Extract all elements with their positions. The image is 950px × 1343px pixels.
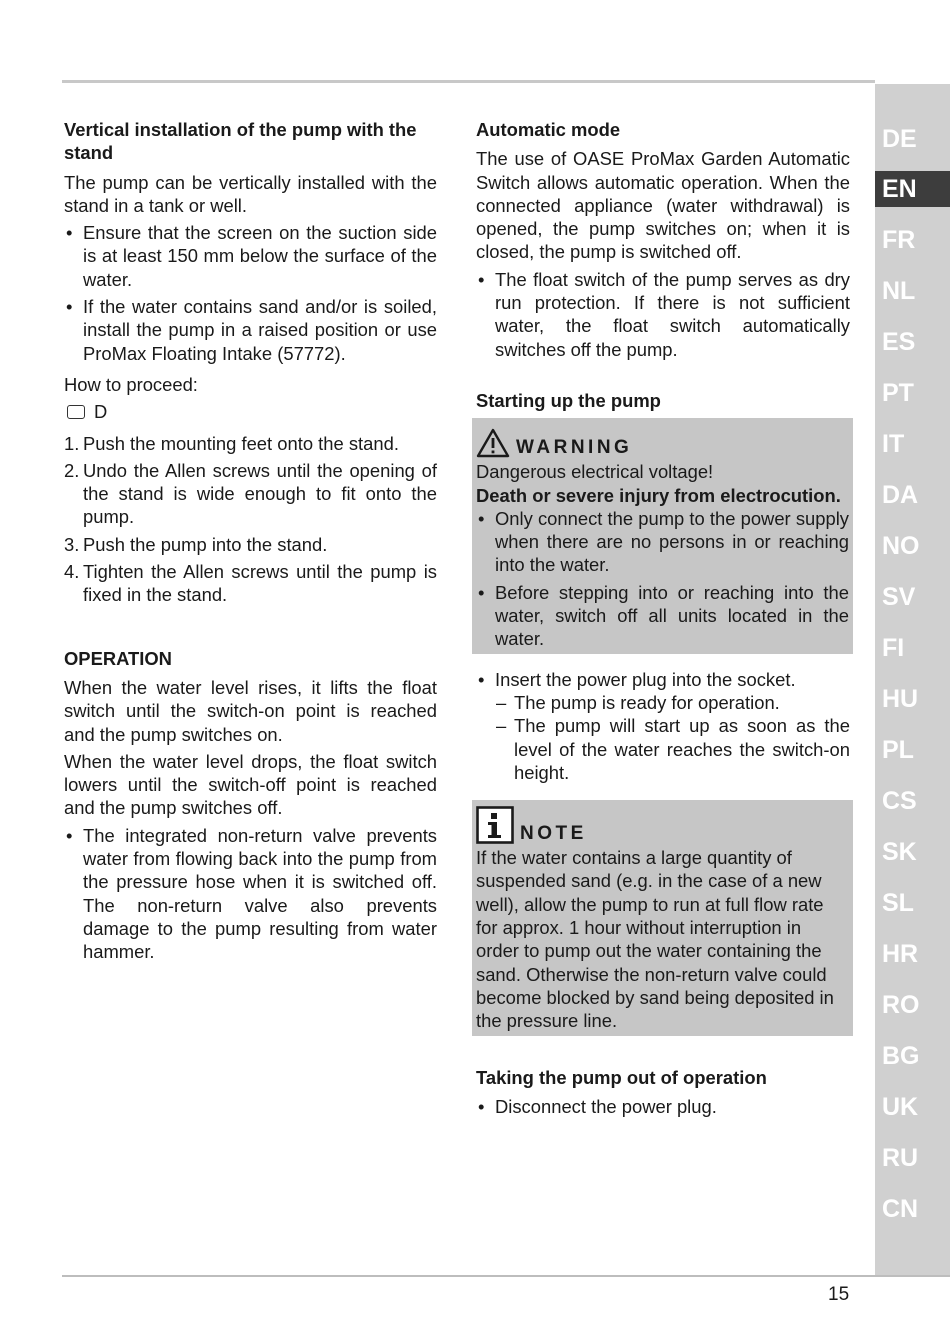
info-icon	[476, 806, 514, 844]
automatic-mode-bullets	[476, 268, 850, 361]
list-item: • Disconnect the power plug.	[476, 1095, 850, 1118]
step-number: 4.	[64, 561, 80, 583]
step-text: Push the mounting feet onto the stand.	[83, 432, 399, 454]
list-item: – The pump is ready for operation.	[495, 691, 850, 714]
list-item: • The float switch of the pump serves as dry run protection. If there is not sufficient water, the float switch automatically switches off the pump.	[476, 268, 850, 361]
note-label: NOTE	[520, 823, 587, 845]
lang-tab-pl[interactable]: PL	[882, 736, 914, 764]
note-title	[476, 804, 849, 844]
warning-label: WARNING	[516, 437, 633, 459]
warning-line-1: Dangerous electrical voltage!	[476, 461, 714, 483]
lang-tab-sl[interactable]: SL	[882, 889, 914, 917]
lang-tab-nl[interactable]: NL	[882, 277, 916, 305]
warning-box	[472, 418, 853, 653]
language-sidebar	[875, 84, 950, 1275]
warning-line-2: Death or severe injury from electrocution.	[476, 484, 841, 506]
list-item: • The integrated non-return valve prevents water from flowing back into the pump from the pressure hose when it is switched off. The non-return valve also prevents damage to the pump resulting from water hammer.	[64, 824, 437, 964]
operation-paragraph-2: When the water level drops, the float switch lowers until the switch-off point is reached and the pump switches off.	[64, 750, 437, 819]
list-item: • Before stepping into or reaching into the water, switch off all units located in the water.	[476, 581, 849, 651]
step-item	[64, 560, 437, 607]
warning-bullets	[476, 507, 849, 651]
list-item: – The pump will start up as soon as the level of the water reaches the switch-on height.	[495, 714, 850, 784]
lang-tab-bg[interactable]: BG	[882, 1042, 920, 1070]
lang-tab-it[interactable]: IT	[882, 430, 905, 458]
automatic-mode-paragraph: The use of OASE ProMax Garden Automatic Switch allows automatic operation. When the connected appliance (water withdrawal) is opened, the pump switches on; when it is closed, the pump is switched off.	[476, 148, 850, 263]
page-number: 15	[828, 1284, 850, 1305]
step-text: Undo the Allen screws until the opening of the stand is wide enough to fit onto the pump.	[83, 459, 437, 528]
lang-tab-uk[interactable]: UK	[882, 1093, 919, 1121]
lang-tab-sv[interactable]: SV	[882, 583, 916, 611]
lang-tab-hu[interactable]: HU	[882, 685, 919, 713]
vertical-installation-heading: Vertical installation of the pump with the stand	[64, 119, 417, 164]
note-box	[472, 800, 853, 1035]
vertical-intro: The pump can be vertically installed with the stand in a tank or well.	[64, 171, 437, 216]
step-number: 3.	[64, 533, 80, 555]
lang-tab-da[interactable]: DA	[882, 481, 919, 509]
vertical-bullet-list	[64, 221, 437, 365]
lang-tab-cn[interactable]: CN	[882, 1195, 919, 1223]
list-item: • If the water contains sand and/or is soiled, install the pump in a raised position or use ProMax Floating Intake (57772).	[64, 295, 437, 365]
lang-tab-ro[interactable]: RO	[882, 991, 920, 1019]
lang-tab-no[interactable]: NO	[882, 532, 920, 560]
step-number: 1.	[64, 432, 80, 454]
operation-paragraph-1: When the water level rises, it lifts the float switch until the switch-on point is reached and the pump switches on.	[64, 676, 437, 745]
step-item	[64, 432, 437, 455]
lang-tab-de[interactable]: DE	[882, 125, 917, 153]
left-column	[64, 118, 437, 968]
startup-bullet-text: Insert the power plug into the socket.	[495, 668, 796, 690]
figure-reference-icon	[67, 405, 85, 419]
top-rule	[62, 80, 875, 83]
taking-out-heading: Taking the pump out of operation	[476, 1066, 767, 1088]
how-to-proceed: How to proceed:	[64, 373, 198, 395]
operation-heading: OPERATION	[64, 647, 172, 669]
right-column	[476, 118, 850, 1122]
step-item	[64, 533, 437, 556]
lang-tab-pt[interactable]: PT	[882, 379, 914, 407]
note-text: If the water contains a large quantity of suspended sand (e.g. in the case of a new well), allow the pump to run at full flow rate for approx. 1 hour without interruption in order to pump out the water containing the sand. Otherwise the non-return valve could become blocked by sand being deposited in the pressure line.	[476, 847, 834, 1032]
bottom-rule	[62, 1275, 950, 1277]
list-item: • Only connect the pump to the power supply when there are no persons in or reaching into the water.	[476, 507, 849, 577]
step-item	[64, 459, 437, 529]
lang-tab-ru[interactable]: RU	[882, 1144, 919, 1172]
taking-out-bullets	[476, 1095, 850, 1118]
lang-tab-es[interactable]: ES	[882, 328, 916, 356]
starting-up-heading: Starting up the pump	[476, 389, 661, 411]
lang-tab-en[interactable]: EN	[875, 171, 950, 207]
startup-bullets	[476, 668, 850, 784]
step-number: 2.	[64, 459, 80, 481]
lang-tab-sk[interactable]: SK	[882, 838, 917, 866]
lang-tab-fr[interactable]: FR	[882, 226, 916, 254]
symbol-label: D	[94, 401, 108, 423]
automatic-mode-heading: Automatic mode	[476, 119, 621, 140]
lang-tab-hr[interactable]: HR	[882, 940, 919, 968]
symbol-reference	[64, 400, 437, 423]
step-text: Tighten the Allen screws until the pump is fixed in the stand.	[83, 561, 437, 606]
list-item: • Ensure that the screen on the suction side is at least 150 mm below the surface of the water.	[64, 221, 437, 291]
installation-steps	[64, 432, 437, 607]
lang-tab-cs[interactable]: CS	[882, 787, 917, 815]
step-text: Push the pump into the stand.	[83, 533, 328, 555]
warning-triangle-icon	[476, 428, 510, 458]
list-item	[476, 668, 850, 784]
startup-dash-list	[495, 691, 850, 784]
operation-bullet-list	[64, 824, 437, 964]
lang-tab-fi[interactable]: FI	[882, 634, 905, 662]
warning-title	[476, 422, 849, 458]
